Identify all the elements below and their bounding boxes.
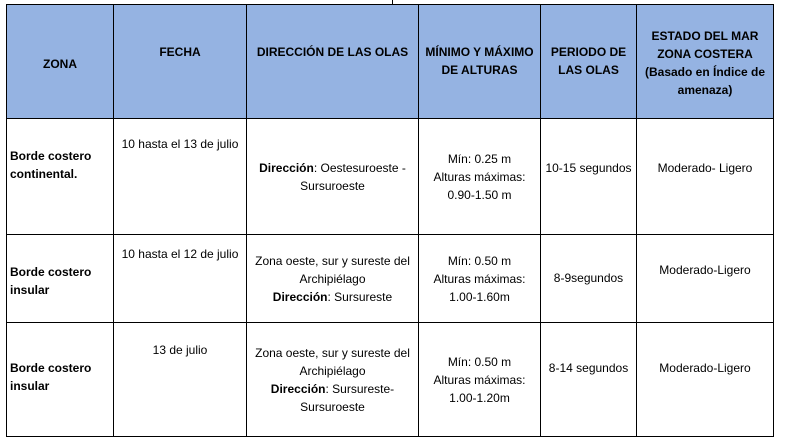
direccion-cell <box>247 119 419 235</box>
alturas-cell <box>419 119 541 235</box>
table-row <box>7 235 774 323</box>
table-header-row <box>7 5 774 119</box>
fecha-cell: 10 hasta el 12 de julio <box>114 235 247 323</box>
estado-cell: Moderado- Ligero <box>637 119 774 235</box>
alturas-cell <box>419 235 541 323</box>
header-periodo: PERIODO DE LAS OLAS <box>541 5 637 119</box>
alturas-min: Mín: 0.50 m <box>447 253 512 268</box>
alturas-max-value: 0.90-1.50 m <box>447 187 512 202</box>
estado-cell: Moderado-Ligero <box>637 235 774 323</box>
header-fecha: FECHA <box>114 5 247 119</box>
periodo-cell: 10-15 segundos <box>541 119 637 235</box>
direccion-value: : Sursureste <box>327 289 393 304</box>
header-direccion: DIRECCIÓN DE LAS OLAS <box>247 5 419 119</box>
alturas-max-label: Alturas máximas: <box>433 372 526 387</box>
periodo-cell: 8-9segundos <box>541 235 637 323</box>
header-zona: ZONA <box>7 5 114 119</box>
zona-cell: Borde costero continental. <box>7 119 114 235</box>
alturas-max-value: 1.00-1.20m <box>449 390 510 405</box>
header-alturas: MÍNIMO Y MÁXIMO DE ALTURAS <box>419 5 541 119</box>
wave-forecast-table <box>6 4 774 437</box>
table-row <box>7 119 774 235</box>
header-estado-subtitle: (Basado en Índice de amenaza) <box>644 65 766 97</box>
fecha-cell: 10 hasta el 13 de julio <box>114 119 247 235</box>
alturas-cell <box>419 323 541 437</box>
estado-cell: Moderado-Ligero <box>637 323 774 437</box>
header-estado-title: ESTADO DEL MAR ZONA COSTERA <box>651 29 759 61</box>
alturas-max-label: Alturas máximas: <box>433 169 526 184</box>
direccion-label: Dirección <box>259 160 314 175</box>
direccion-value: : Sursureste-Sursuroeste <box>300 381 395 414</box>
alturas-max-value: 1.00-1.60m <box>449 289 510 304</box>
direccion-value: : Oestesuroeste - Sursuroeste <box>300 160 406 193</box>
zona-cell: Borde costero insular <box>7 323 114 437</box>
alturas-min: Mín: 0.25 m <box>447 151 512 166</box>
fecha-cell: 13 de julio <box>114 323 247 437</box>
direccion-area: Zona oeste, sur y sureste del Archipiélago <box>255 345 410 378</box>
periodo-cell: 8-14 segundos <box>541 323 637 437</box>
direccion-label: Dirección <box>272 289 328 304</box>
table-row <box>7 323 774 437</box>
alturas-min: Mín: 0.50 m <box>447 354 512 369</box>
zona-cell: Borde costero insular <box>7 235 114 323</box>
direccion-cell <box>247 323 419 437</box>
direccion-area: Zona oeste, sur y sureste del Archipiélago <box>255 253 410 286</box>
alturas-max-label: Alturas máximas: <box>433 271 526 286</box>
direccion-label: Dirección <box>270 381 326 396</box>
direccion-cell <box>247 235 419 323</box>
header-estado <box>637 5 774 119</box>
